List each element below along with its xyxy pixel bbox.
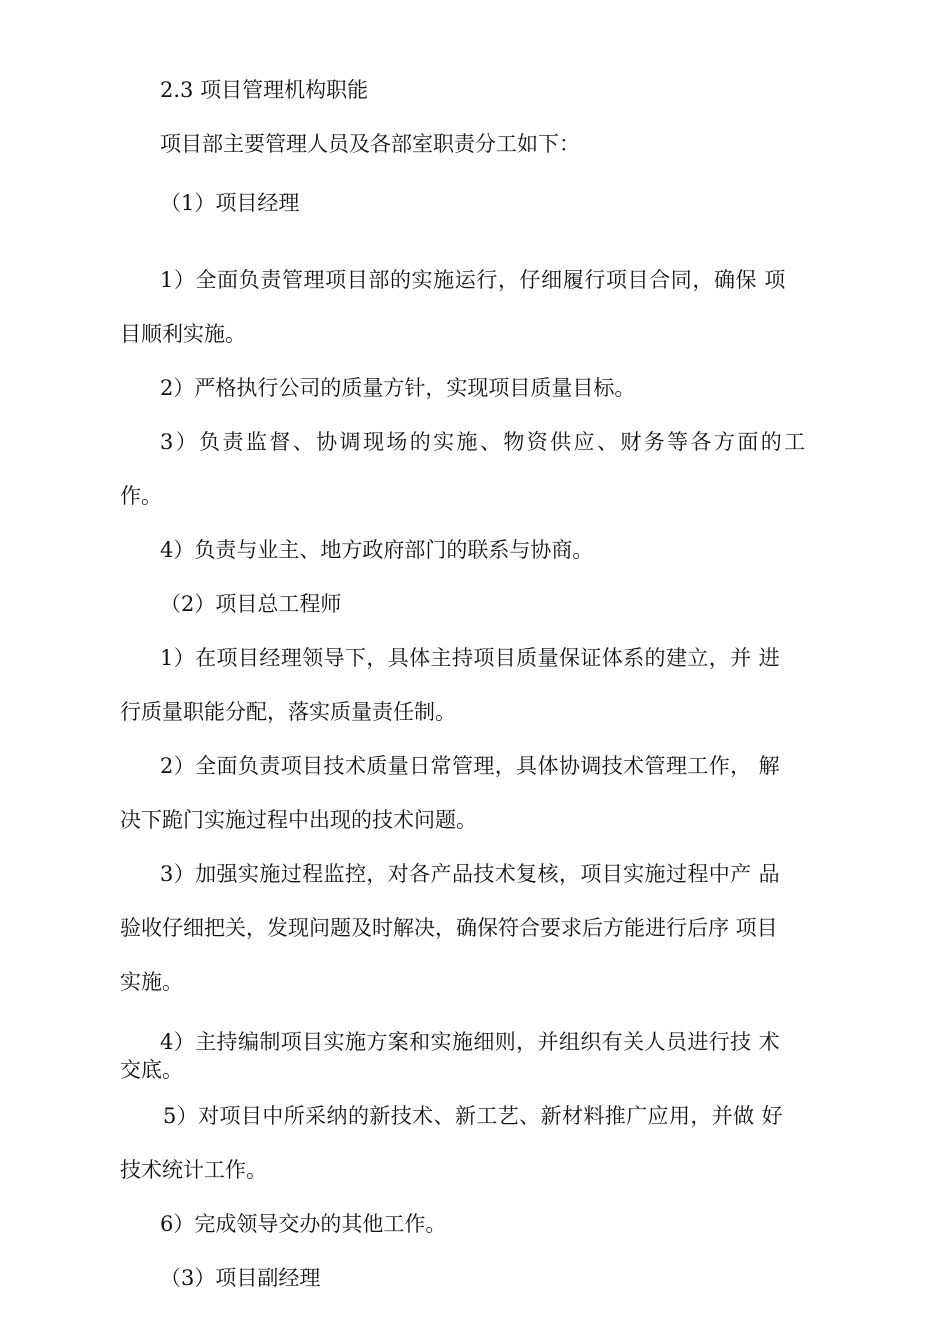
paragraph-line: 3）负责监督、协调现场的实施、物资供应、财务等各方面的工: [160, 430, 808, 454]
paragraph-line: 行质量职能分配，落实质量责任制。: [120, 700, 456, 724]
paragraph-line: 决下跪门实施过程中出现的技术问题。: [120, 808, 477, 832]
paragraph-line: 2）严格执行公司的质量方针，实现项目质量目标。: [160, 376, 636, 400]
section-heading: 2.3 项目管理机构职能: [160, 78, 369, 102]
subsection-heading: （3）项目副经理: [160, 1266, 321, 1290]
paragraph-line: 5）对项目中所采纳的新技术、新工艺、新材料推广应用，并做 好: [163, 1104, 784, 1128]
paragraph-line: 4）主持编制项目实施方案和实施细则，并组织有关人员进行技 术: [160, 1030, 781, 1054]
subsection-heading: （1）项目经理: [160, 191, 300, 215]
paragraph-line: 技术统计工作。: [120, 1158, 267, 1182]
paragraph-line: 验收仔细把关，发现问题及时解决，确保符合要求后方能进行后序 项目: [120, 916, 778, 940]
paragraph-line: 2）全面负责项目技术质量日常管理，具体协调技术管理工作， 解: [160, 754, 781, 778]
paragraph-line: 实施。: [120, 970, 183, 994]
paragraph-line: 目顺利实施。: [120, 322, 246, 346]
paragraph-line: 1）在项目经理领导下，具体主持项目质量保证体系的建立，并 进: [160, 646, 781, 670]
paragraph-line: 4）负责与业主、地方政府部门的联系与协商。: [160, 538, 594, 562]
paragraph-line: 交底。: [120, 1058, 183, 1082]
paragraph-line: 1）全面负责管理项目部的实施运行，仔细履行项目合同，确保 项: [160, 268, 787, 292]
paragraph-line: 作。: [120, 484, 162, 508]
paragraph-line: 3）加强实施过程监控，对各产品技术复核，项目实施过程中产 品: [160, 862, 781, 886]
subsection-heading: （2）项目总工程师: [160, 592, 342, 616]
paragraph-line: 6）完成领导交办的其他工作。: [160, 1212, 447, 1236]
intro-paragraph: 项目部主要管理人员及各部室职责分工如下：: [160, 132, 580, 156]
